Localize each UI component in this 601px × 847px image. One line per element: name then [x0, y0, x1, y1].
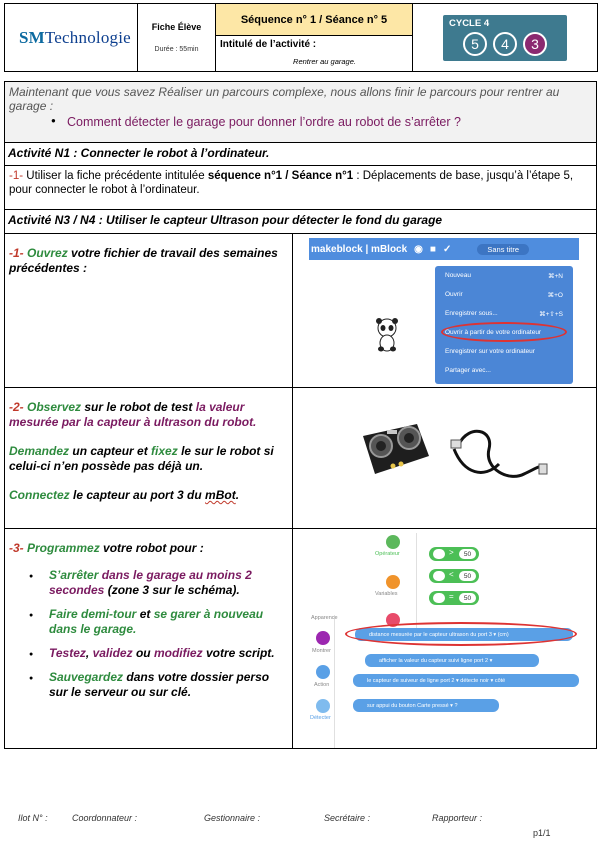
cycle-level-5: 5	[463, 32, 487, 56]
fiche-cell	[138, 4, 216, 71]
step2-text: -2- Observez sur le robot de test la valeur mesurée par la capteur à ultrason du robot. Demandez un capteur et fixez le sur le robot si celui-ci n’en possède pas déjà un. Connectez le capteur au port 3 du mBot.	[5, 388, 293, 528]
list-item: ● Testez, validez ou modifiez votre script.	[49, 646, 288, 661]
activity1-title: Activité N1 : Connecter le robot à l’ordinateur.	[8, 146, 270, 160]
menu-save-as[interactable]: Enregistrer sous...	[445, 310, 498, 317]
highlight-ellipse	[345, 622, 577, 646]
sensing-category-icon[interactable]	[316, 699, 330, 713]
project-name: Sans titre	[477, 244, 529, 255]
footer-secretaire: Secrétaire :	[324, 813, 371, 823]
footer	[18, 813, 578, 823]
cycle-level-3-active: 3	[523, 32, 547, 56]
activity-value: Rentrer au garage.	[293, 57, 356, 66]
sequence-cell	[216, 4, 413, 71]
line-follower-detect-block[interactable]: le capteur de suiveur de ligne port 2 ▾ détecte noir ▾ côté	[353, 674, 579, 687]
ultrasonic-distance-block[interactable]: distance mesurée par le capteur ultrason du port 3 ▾ (cm)	[355, 628, 573, 641]
cycle-levels	[463, 32, 547, 56]
footer-gestionnaire: Gestionnaire :	[204, 813, 261, 823]
cycle-badge	[443, 15, 567, 61]
mblock-toolbar	[309, 238, 579, 260]
footer-ilot: Ilot N° :	[18, 813, 48, 823]
folder-icon: ■	[429, 243, 436, 255]
list-item: ● Sauvegardez dans votre dossier perso sur le serveur ou sur clé.	[49, 670, 288, 700]
category-panel-bottom: Apparence Montrer Action Détecter	[307, 615, 335, 748]
equals-block[interactable]: = 50	[429, 591, 479, 605]
activity-label: Intitulé de l’activité :	[220, 39, 317, 50]
logo	[5, 4, 138, 71]
step1-text: -1- Ouvrez votre fichier de travail des semaines précédentes :	[5, 234, 293, 387]
footer-coordonnateur: Coordonnateur :	[72, 813, 138, 823]
button-pressed-block[interactable]: sur appui du bouton Carte pressé ▾ ?	[353, 699, 499, 712]
menu-new[interactable]: Nouveau	[445, 272, 472, 279]
variables-category-icon[interactable]	[386, 575, 400, 589]
less-than-block[interactable]: < 50	[429, 569, 479, 583]
intro-question: ● Comment détecter le garage pour donner l’ordre au robot de s’arrêter ?	[9, 115, 592, 129]
panda-icon	[375, 318, 399, 352]
activity1-num: -1-	[9, 170, 24, 182]
activity1-ref: séquence n°1 / Séance n°1	[207, 170, 354, 182]
step3-bullets	[9, 568, 288, 700]
fiche-duration: Durée : 55min	[154, 46, 199, 53]
activity-name-cell	[216, 36, 412, 71]
step3-text: -3- Programmez votre robot pour : ● S’arrêter dans le garage au moins 2 secondes (zone 3 sur le schéma). ● Faire demi-tour et se garer à nouveau dans le garage. ● Testez, validez ou modifiez votre script. ● Sauvegardez dans votre dossier perso sur le serveur ou sur clé.	[5, 529, 293, 748]
cycle-level-4: 4	[493, 32, 517, 56]
page-number: p1/1	[533, 828, 551, 838]
intro-text: Maintenant que vous savez Réaliser un parcours complexe, nous allons finir le parcours pour rentrer au garage :	[9, 85, 560, 113]
cycle-cell	[413, 4, 597, 71]
activity1-title-row	[4, 143, 597, 166]
intro-box	[4, 81, 597, 143]
step2-row	[4, 388, 597, 529]
activity3-title-row	[4, 210, 597, 234]
operator-category-label: Opérateur	[375, 551, 400, 557]
globe-icon: ◉	[414, 243, 423, 255]
highlight-ellipse	[441, 322, 567, 342]
activity3-title: Activité N3 / N4 : Utiliser le capteur Ultrason pour détecter le fond du garage	[8, 213, 443, 227]
menu-open-from-computer[interactable]: Ouvrir à partir de votre ordinateur	[445, 329, 542, 336]
list-item: ● Faire demi-tour et se garer à nouveau dans le garage.	[49, 607, 288, 637]
ultrasonic-sensor-image	[357, 416, 433, 482]
mblock-blocks-screenshot	[293, 529, 596, 748]
list-item: ● S’arrêter dans le garage au moins 2 secondes (zone 3 sur le schéma).	[49, 568, 288, 598]
variables-category-label: Variables	[375, 591, 398, 597]
footer-rapporteur: Rapporteur :	[432, 813, 483, 823]
show-line-sensor-block[interactable]: afficher la valeur du capteur suivi ligne port 2 ▾	[365, 654, 539, 667]
greater-than-block[interactable]: > 50	[429, 547, 479, 561]
menu-open[interactable]: Ouvrir	[445, 291, 463, 298]
category-panel-top	[369, 533, 417, 633]
operator-category-icon[interactable]	[386, 535, 400, 549]
sequence-title: Séquence n° 1 / Séance n° 5	[216, 4, 412, 36]
file-menu: Nouveau ⌘+N Ouvrir ⌘+O Enregistrer sous... ⌘+⇧+S Ouvrir à partir de votre ordinateur Enregistrer sur votre ordinateur Partager avec...	[435, 266, 573, 384]
sensor-photo	[293, 388, 596, 528]
activity1-body: -1- Utiliser la fiche précédente intitulée séquence n°1 / Séance n°1 : Déplacements de base, jusqu’à l’étape 5, pour connecter le robot à l’ordinateur.	[4, 166, 597, 210]
cycle-title: CYCLE 4	[449, 17, 490, 29]
wrench-icon: ✓	[442, 243, 452, 255]
menu-save-to-computer[interactable]: Enregistrer sur votre ordinateur	[445, 348, 535, 355]
mblock-brand: makeblock | mBlock	[311, 243, 408, 255]
fiche-title: Fiche Élève	[151, 22, 202, 32]
header	[4, 3, 598, 72]
menu-share[interactable]: Partager avec...	[445, 367, 491, 374]
action-category-icon[interactable]	[316, 665, 330, 679]
mblock-screenshot	[293, 234, 596, 387]
show-category-icon[interactable]	[316, 631, 330, 645]
step1-row	[4, 234, 597, 388]
rj25-cable-image	[449, 424, 549, 484]
logo-text: SMTechnologie	[19, 27, 131, 47]
step3-row	[4, 529, 597, 749]
